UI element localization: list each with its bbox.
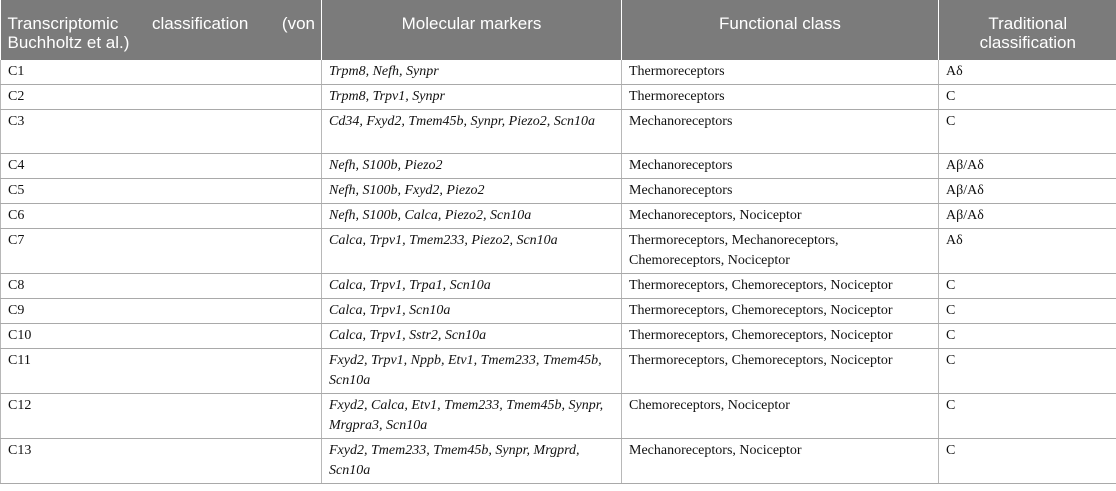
header-functional-class: Functional class [622, 0, 939, 60]
table-row [1, 204, 1116, 229]
cell-functional-class: Thermoreceptors, Chemoreceptors, Nociceptor [622, 274, 939, 299]
cell-transcriptomic-class: C1 [1, 60, 322, 85]
table-row [1, 85, 1116, 110]
table-header [1, 0, 1116, 60]
table-body [1, 60, 1116, 484]
cell-molecular-markers: Calca, Trpv1, Scn10a [322, 299, 622, 324]
table-row [1, 324, 1116, 349]
header-transcriptomic-classification: Transcriptomic classification (von Buchholtz et al.) [1, 0, 322, 60]
table-row [1, 394, 1116, 439]
table-row [1, 349, 1116, 394]
cell-transcriptomic-class: C8 [1, 274, 322, 299]
cell-transcriptomic-class: C12 [1, 394, 322, 439]
cell-functional-class: Thermoreceptors, Chemoreceptors, Nociceptor [622, 299, 939, 324]
cell-traditional-class: C [939, 439, 1116, 484]
table-row [1, 274, 1116, 299]
cell-transcriptomic-class: C13 [1, 439, 322, 484]
table-row [1, 60, 1116, 85]
cell-functional-class: Mechanoreceptors [622, 110, 939, 154]
header-row [1, 0, 1116, 60]
table-row [1, 229, 1116, 274]
cell-molecular-markers: Calca, Trpv1, Tmem233, Piezo2, Scn10a [322, 229, 622, 274]
cell-functional-class: Mechanoreceptors [622, 179, 939, 204]
cell-traditional-class: C [939, 299, 1116, 324]
cell-traditional-class: Aβ/Aδ [939, 154, 1116, 179]
cell-functional-class: Thermoreceptors [622, 60, 939, 85]
cell-traditional-class: C [939, 324, 1116, 349]
cell-functional-class: Mechanoreceptors, Nociceptor [622, 439, 939, 484]
cell-traditional-class: C [939, 394, 1116, 439]
cell-traditional-class: C [939, 349, 1116, 394]
cell-traditional-class: Aδ [939, 60, 1116, 85]
cell-traditional-class: C [939, 274, 1116, 299]
table-row [1, 439, 1116, 484]
cell-functional-class: Mechanoreceptors, Nociceptor [622, 204, 939, 229]
cell-transcriptomic-class: C5 [1, 179, 322, 204]
cell-functional-class: Thermoreceptors, Mechanoreceptors, Chemoreceptors, Nociceptor [622, 229, 939, 274]
cell-functional-class: Chemoreceptors, Nociceptor [622, 394, 939, 439]
header-traditional-classification: Traditional classification [939, 0, 1116, 60]
cell-transcriptomic-class: C10 [1, 324, 322, 349]
cell-transcriptomic-class: C11 [1, 349, 322, 394]
cell-transcriptomic-class: C6 [1, 204, 322, 229]
cell-traditional-class: C [939, 85, 1116, 110]
cell-transcriptomic-class: C3 [1, 110, 322, 154]
cell-molecular-markers: Trpm8, Nefh, Synpr [322, 60, 622, 85]
cell-transcriptomic-class: C4 [1, 154, 322, 179]
cell-molecular-markers: Fxyd2, Trpv1, Nppb, Etv1, Tmem233, Tmem45b, Scn10a [322, 349, 622, 394]
cell-molecular-markers: Nefh, S100b, Fxyd2, Piezo2 [322, 179, 622, 204]
cell-molecular-markers: Fxyd2, Calca, Etv1, Tmem233, Tmem45b, Synpr, Mrgpra3, Scn10a [322, 394, 622, 439]
cell-molecular-markers: Fxyd2, Tmem233, Tmem45b, Synpr, Mrgprd, Scn10a [322, 439, 622, 484]
cell-traditional-class: C [939, 110, 1116, 154]
cell-traditional-class: Aβ/Aδ [939, 204, 1116, 229]
header-molecular-markers: Molecular markers [322, 0, 622, 60]
cell-traditional-class: Aβ/Aδ [939, 179, 1116, 204]
table-row [1, 179, 1116, 204]
cell-functional-class: Thermoreceptors, Chemoreceptors, Nociceptor [622, 349, 939, 394]
table-row [1, 154, 1116, 179]
cell-functional-class: Thermoreceptors, Chemoreceptors, Nociceptor [622, 324, 939, 349]
cell-molecular-markers: Nefh, S100b, Piezo2 [322, 154, 622, 179]
cell-molecular-markers: Cd34, Fxyd2, Tmem45b, Synpr, Piezo2, Scn10a [322, 110, 622, 154]
cell-molecular-markers: Nefh, S100b, Calca, Piezo2, Scn10a [322, 204, 622, 229]
cell-transcriptomic-class: C9 [1, 299, 322, 324]
cell-molecular-markers: Trpm8, Trpv1, Synpr [322, 85, 622, 110]
cell-molecular-markers: Calca, Trpv1, Sstr2, Scn10a [322, 324, 622, 349]
table-row [1, 299, 1116, 324]
cell-functional-class: Mechanoreceptors [622, 154, 939, 179]
cell-traditional-class: Aδ [939, 229, 1116, 274]
cell-transcriptomic-class: C7 [1, 229, 322, 274]
cell-molecular-markers: Calca, Trpv1, Trpa1, Scn10a [322, 274, 622, 299]
cell-functional-class: Thermoreceptors [622, 85, 939, 110]
cell-transcriptomic-class: C2 [1, 85, 322, 110]
table-row [1, 110, 1116, 154]
